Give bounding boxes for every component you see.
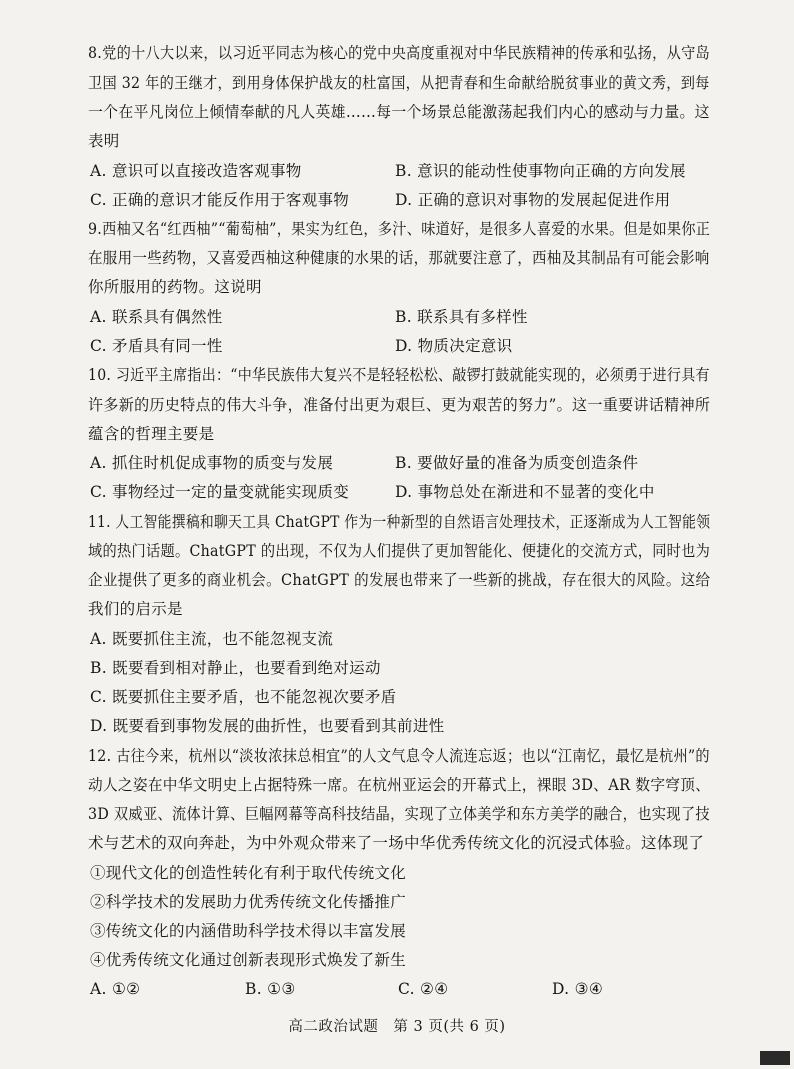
q11-option-c: C. 既要抓住主要矛盾，也不能忽视次要矛盾	[90, 688, 397, 706]
q11-line-1: 11. 人工智能撰稿和聊天工具 ChatGPT 作为一种新型的自然语言处理技术，正逐渐成为人工智能领	[88, 513, 711, 531]
q9-option-c: C. 矛盾具有同一性	[90, 337, 223, 355]
q11-line-4: 我们的启示是	[88, 600, 183, 618]
q9-option-d: D. 物质决定意识	[395, 337, 513, 355]
q10-line-2: 许多新的历史特点的伟大斗争，准备付出更为艰巨、更为艰苦的努力”。这一重要讲话精神所	[88, 396, 711, 414]
q11-option-d: D. 既要看到事物发展的曲折性，也要看到其前进性	[90, 717, 445, 735]
q11-option-b: B. 既要看到相对静止，也要看到绝对运动	[90, 659, 381, 677]
q9-line-2: 在服用一些药物，又喜爱西柚这种健康的水果的话，那就要注意了，西柚及其制品有可能会影响	[88, 249, 710, 267]
q8-option-b: B. 意识的能动性使事物向正确的方向发展	[395, 162, 686, 180]
q9-option-b: B. 联系具有多样性	[395, 308, 528, 326]
q8-option-c: C. 正确的意识才能反作用于客观事物	[90, 191, 350, 209]
q10-option-d: D. 事物总处在渐进和不显著的变化中	[395, 483, 655, 501]
page-footer: 高二政治试题 第 3 页(共 6 页)	[288, 1019, 506, 1035]
q11-line-3: 企业提供了更多的商业机会。ChatGPT 的发展也带来了一些新的挑战，存在很大的风险。这给	[88, 571, 711, 589]
q12-statement-2: ②科学技术的发展助力优秀传统文化传播推广	[90, 893, 407, 911]
q9-option-a: A. 联系具有偶然性	[90, 308, 223, 326]
q11-option-a: A. 既要抓住主流，也不能忽视支流	[90, 630, 334, 648]
q8-line-1: 8.党的十八大以来，以习近平同志为核心的党中央高度重视对中华民族精神的传承和弘扬，从守岛	[88, 44, 711, 62]
q10-option-b: B. 要做好量的准备为质变创造条件	[395, 454, 639, 472]
q12-option-c: C. ②④	[398, 980, 449, 998]
q9-line-1: 9.西柚又名“红西柚”“葡萄柚”，果实为红色，多汁、味道好，是很多人喜爱的水果。但是如果你正	[88, 220, 711, 238]
q10-option-c: C. 事物经过一定的量变就能实现质变	[90, 483, 350, 501]
q10-line-3: 蕴含的哲理主要是	[88, 425, 215, 443]
q11-line-2: 域的热门话题。ChatGPT 的出现，不仅为人们提供了更加智能化、便捷化的交流方式，同时也为	[88, 542, 711, 560]
q12-statement-4: ④优秀传统文化通过创新表现形式焕发了新生	[90, 951, 407, 969]
q12-line-3: 3D 双威亚、流体计算、巨幅网幕等高科技结晶，实现了立体美学和东方美学的融合，也实现了技	[88, 805, 710, 823]
q8-option-a: A. 意识可以直接改造客观事物	[90, 162, 302, 180]
q12-statement-3: ③传统文化的内涵借助科学技术得以丰富发展	[90, 922, 407, 940]
q12-option-d: D. ③④	[552, 980, 604, 998]
q8-line-2: 卫国 32 年的王继才，到用身体保护战友的杜富国，从把青春和生命献给脱贫事业的黄文秀，到每	[88, 74, 710, 92]
scan-corner-mark	[760, 1051, 790, 1065]
q9-line-3: 你所服用的药物。这说明	[88, 278, 262, 296]
q12-line-2: 动人之姿在中华文明史上占据特殊一席。在杭州亚运会的开幕式上，裸眼 3D、AR 数字穹顶、	[88, 776, 711, 794]
q8-option-d: D. 正确的意识对事物的发展起促进作用	[395, 191, 671, 209]
q10-line-1: 10. 习近平主席指出：“中华民族伟大复兴不是轻轻松松、敲锣打鼓就能实现的，必须勇于进行具有	[88, 366, 710, 384]
q12-line-1: 12. 古往今来，杭州以“淡妆浓抹总相宜”的人文气息令人流连忘返；也以“江南忆，最忆是杭州”的	[88, 747, 710, 765]
q12-option-a: A. ①②	[90, 980, 141, 998]
q12-line-4: 术与艺术的双向奔赴，为中外观众带来了一场中华优秀传统文化的沉浸式体验。这体现了	[88, 834, 705, 852]
q8-line-3: 一个在平凡岗位上倾情奉献的凡人英雄……每一个场景总能激荡起我们内心的感动与力量。这	[88, 103, 710, 121]
q10-option-a: A. 抓住时机促成事物的质变与发展	[90, 454, 334, 472]
q12-option-b: B. ①③	[245, 980, 296, 998]
q12-statement-1: ①现代文化的创造性转化有利于取代传统文化	[90, 864, 407, 882]
q8-line-4: 表明	[88, 132, 120, 150]
